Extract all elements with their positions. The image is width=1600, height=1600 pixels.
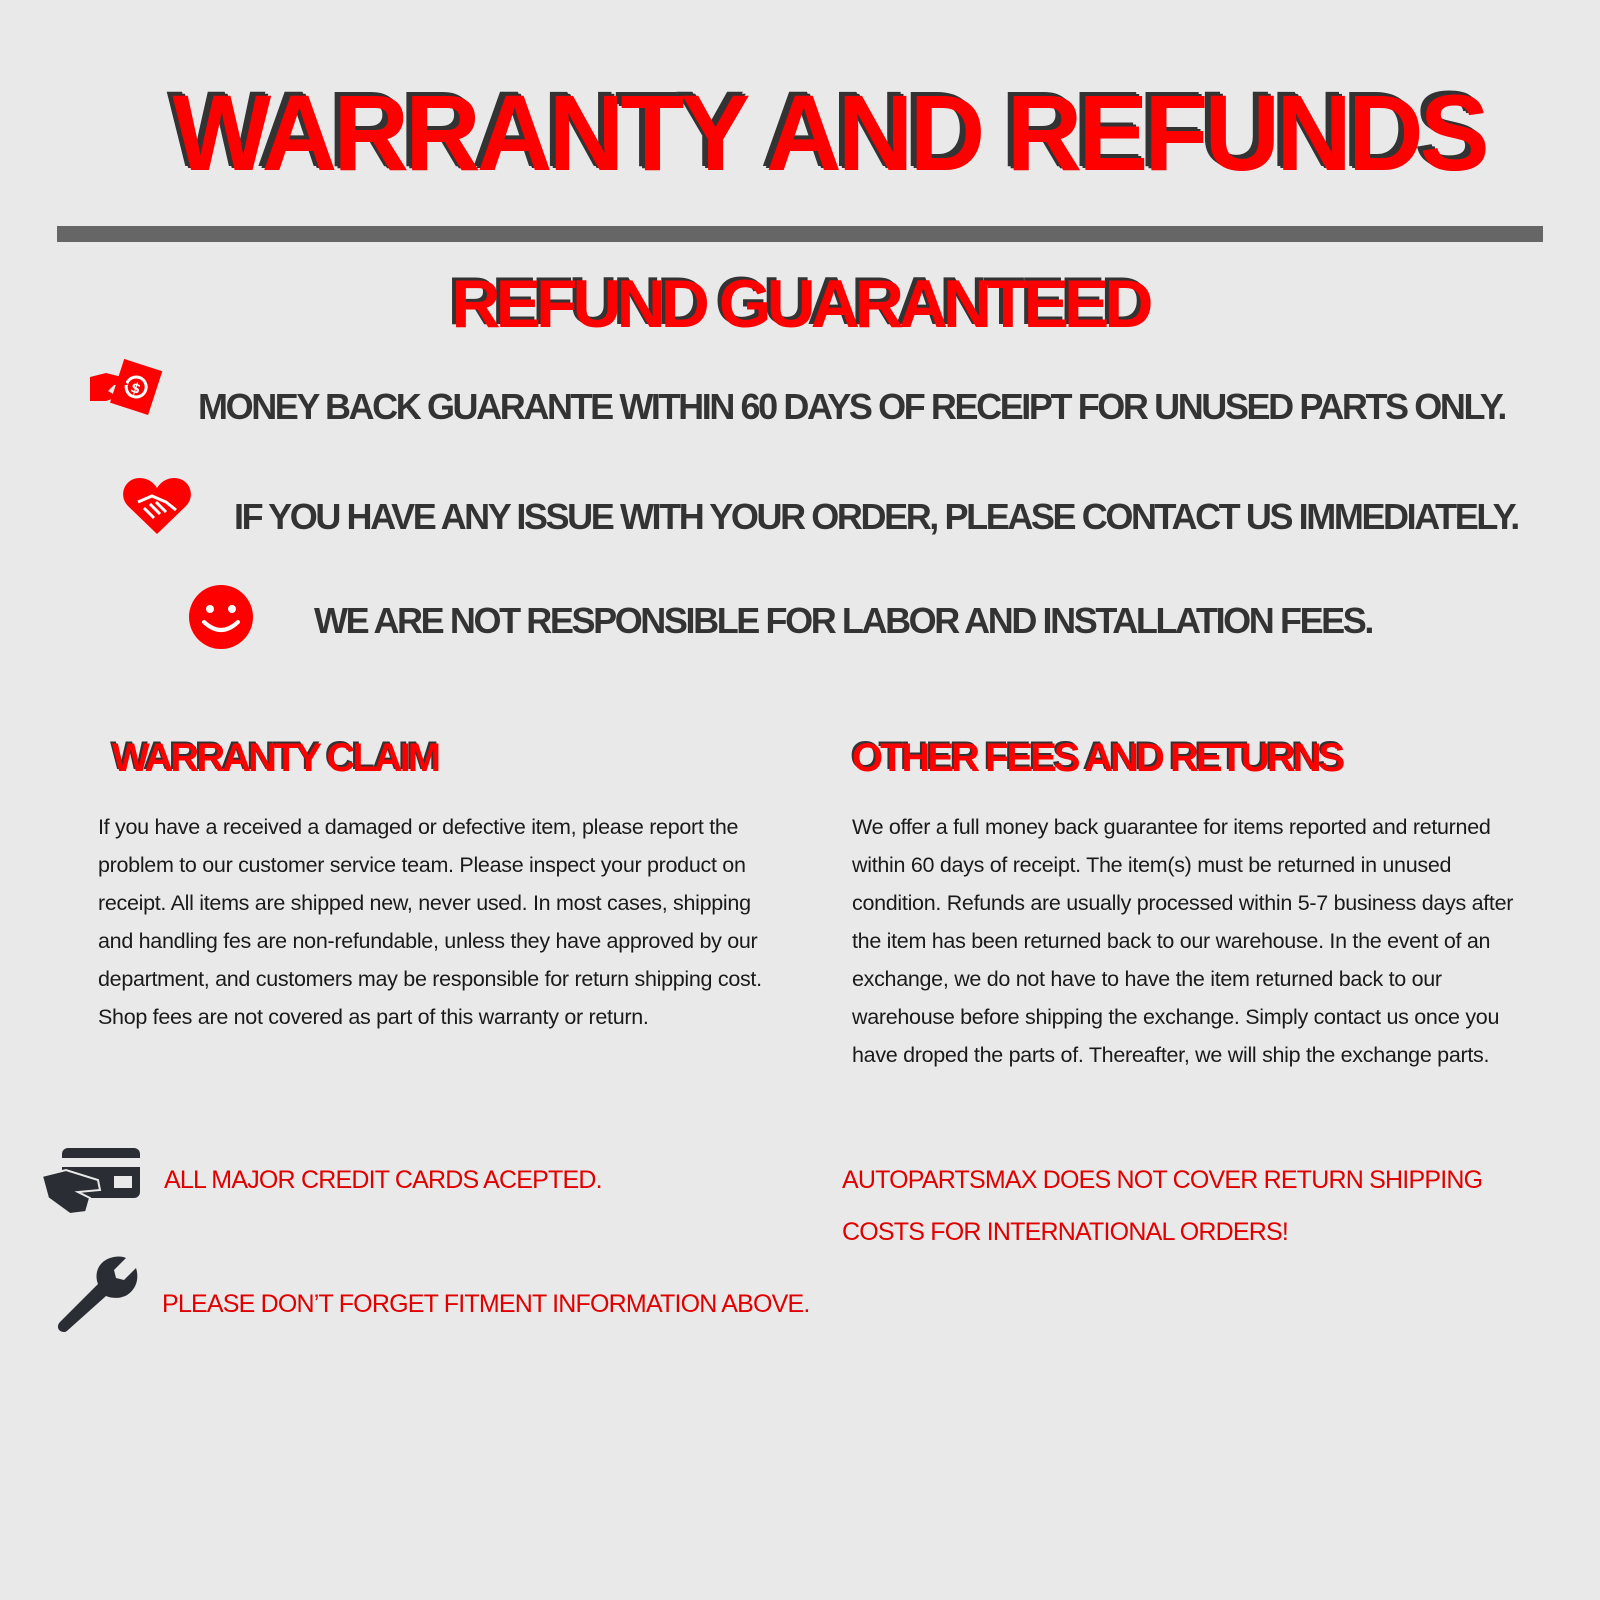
warranty-claim-text <box>98 808 798 1036</box>
wrench-icon <box>54 1254 138 1336</box>
money-hand-icon <box>88 355 166 423</box>
text-line: receipt. All items are shipped new, never used. In most cases, shipping <box>98 891 751 915</box>
text-line: warehouse before shipping the exchange. Simply contact us once you <box>852 1005 1500 1029</box>
bullet-contact-us: IF YOU HAVE ANY ISSUE WITH YOUR ORDER, PLEASE CONTACT US IMMEDIATELY. <box>234 496 1518 537</box>
section-subtitle: REFUND GUARANTEED <box>451 266 1149 342</box>
text-line: the item has been returned back to our warehouse. In the event of an <box>852 929 1491 953</box>
credit-card-hand-icon <box>42 1146 142 1216</box>
text-line: within 60 days of receipt. The item(s) must be returned in unused <box>852 853 1452 877</box>
smiley-icon <box>188 584 254 650</box>
warranty-claim-heading: WARRANTY CLAIM <box>112 736 439 780</box>
other-fees-text <box>852 808 1552 1074</box>
text-line: problem to our customer service team. Please inspect your product on <box>98 853 746 877</box>
bullet-labor-fees: WE ARE NOT RESPONSIBLE FOR LABOR AND INSTALLATION FEES. <box>314 600 1373 641</box>
text-line: Shop fees are not covered as part of this warranty or return. <box>98 1005 649 1029</box>
shipping-note-line1: AUTOPARTSMAX DOES NOT COVER RETURN SHIPPING <box>842 1166 1483 1194</box>
other-fees-heading: OTHER FEES AND RETURNS <box>852 736 1343 780</box>
credit-cards-note: ALL MAJOR CREDIT CARDS ACEPTED. <box>164 1166 602 1194</box>
text-line: We offer a full money back guarantee for items reported and returned <box>852 815 1491 839</box>
text-line: If you have a received a damaged or defective item, please report the <box>98 815 739 839</box>
heart-handshake-icon <box>122 472 192 538</box>
bullet-money-back: MONEY BACK GUARANTE WITHIN 60 DAYS OF RECEIPT FOR UNUSED PARTS ONLY. <box>198 386 1505 427</box>
page-title: WARRANTY AND REFUNDS <box>172 72 1486 193</box>
divider <box>57 226 1543 242</box>
text-line: have droped the parts of. Thereafter, we will ship the exchange parts. <box>852 1043 1490 1067</box>
shipping-note-line2: COSTS FOR INTERNATIONAL ORDERS! <box>842 1218 1289 1246</box>
text-line: department, and customers may be responsible for return shipping cost. <box>98 967 762 991</box>
fitment-note: PLEASE DON’T FORGET FITMENT INFORMATION ABOVE. <box>162 1290 810 1318</box>
text-line: exchange, we do not have to have the item returned back to our <box>852 967 1442 991</box>
text-line: and handling fes are non-refundable, unless they have approved by our <box>98 929 758 953</box>
svg-text:$: $ <box>128 379 143 398</box>
text-line: condition. Refunds are usually processed within 5-7 business days after <box>852 891 1514 915</box>
